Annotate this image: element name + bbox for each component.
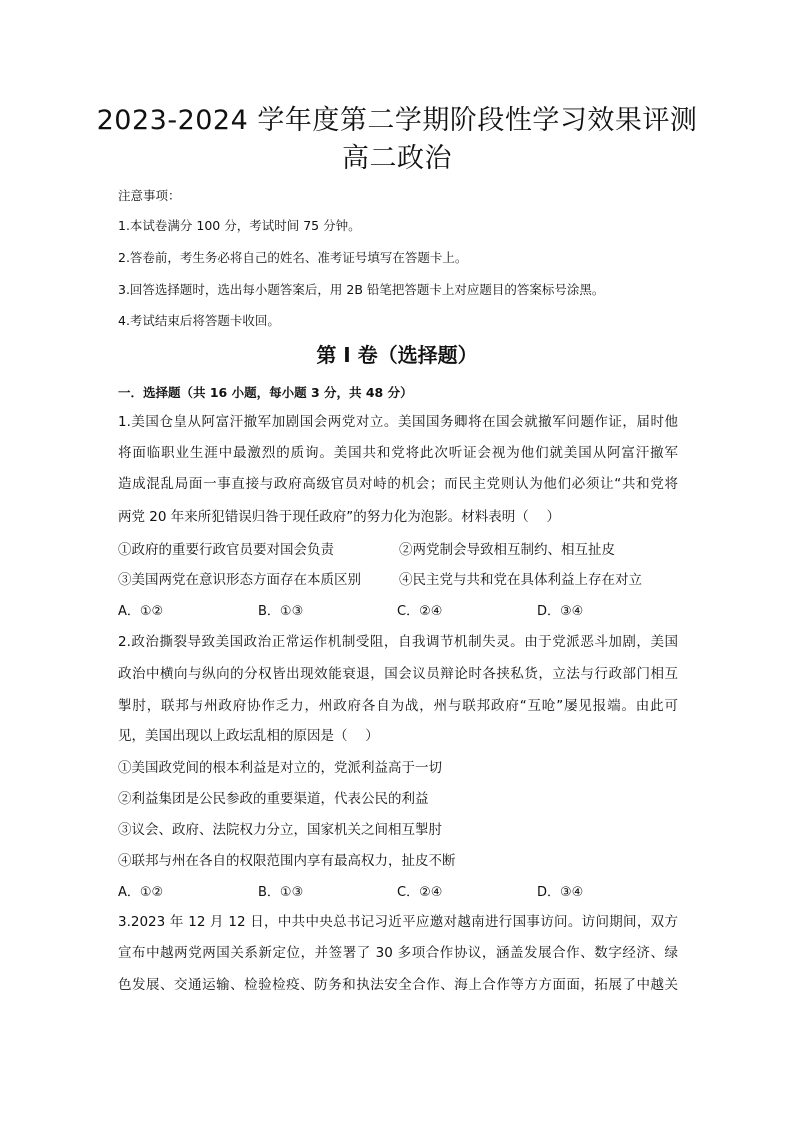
question-1-choice-a: A．①②	[118, 604, 164, 619]
question-2-choice-b: B．①③	[258, 885, 304, 900]
notes-label: 注意事项：	[118, 188, 181, 203]
section-heading: 一．选择题（共 16 小题，每小题 3 分，共 48 分）	[118, 385, 413, 400]
question-1-text: 造成混乱局面一事直接与政府高级官员对峙的机会；而民主党则认为他们必须让“共和党将	[118, 476, 678, 492]
question-1-text: 将面临职业生涯中最激烈的质询。美国共和党将此次听证会视为他们就美国从阿富汗撤军	[118, 445, 678, 461]
question-1-choice-d: D．③④	[537, 604, 584, 619]
question-2-choice-d: D．③④	[537, 885, 584, 900]
question-2-text: 政治中横向与纵向的分权皆出现效能衰退，国会议员辩论时各挟私货，立法与行政部门相互	[118, 666, 678, 682]
question-1-statement: ②两党制会导致相互制约、相互扯皮	[399, 542, 615, 558]
question-3-text: 宣布中越两党两国关系新定位，并签署了 30 多项合作协议，涵盖发展合作、数字经济、绿	[118, 945, 678, 961]
exam-subject: 高二政治	[342, 143, 452, 174]
question-1-statement: ③美国两党在意识形态方面存在本质区别	[118, 572, 361, 588]
exam-title: 2023-2024 学年度第二学期阶段性学习效果评测	[96, 105, 698, 136]
question-1-text: 两党 20 年来所犯错误归咎于现任政府”的努力化为泡影。材料表明（ ）	[118, 509, 561, 525]
note-item: 2.答卷前，考生务必将自己的姓名、准考证号填写在答题卡上。	[118, 250, 468, 265]
question-1-choice-b: B．①③	[258, 604, 304, 619]
question-2-statement: ③议会、政府、法院权力分立，国家机关之间相互掣肘	[118, 822, 442, 838]
question-2-statement: ②利益集团是公民参政的重要渠道，代表公民的利益	[118, 791, 429, 807]
question-2-text: 掣肘，联邦与州政府协作乏力，州政府各自为战，州与联邦政府“互呛”屡见报端。由此可	[118, 698, 678, 714]
question-2-choice-a: A．①②	[118, 885, 164, 900]
note-item: 4.考试结束后将答题卡收回。	[118, 313, 280, 328]
question-2-choice-c: C．②④	[397, 885, 443, 900]
note-item: 1.本试卷满分 100 分，考试时间 75 分钟。	[118, 218, 361, 233]
question-3-text: 3.2023 年 12 月 12 日，中共中央总书记习近平应邀对越南进行国事访问。访问期间，双方	[118, 914, 678, 930]
question-1-statement: ④民主党与共和党在具体利益上存在对立	[399, 572, 642, 588]
question-2-text: 2.政治撕裂导致美国政治正常运作机制受阻，自我调节机制失灵。由于党派恶斗加剧，美国	[118, 634, 678, 650]
question-2-statement: ④联邦与州在各自的权限范围内享有最高权力，扯皮不断	[118, 853, 456, 869]
question-2-statement: ①美国政党间的根本利益是对立的，党派利益高于一切	[118, 760, 442, 776]
question-1-text: 1.美国仓皇从阿富汗撤军加剧国会两党对立。美国国务卿将在国会就撤军问题作证，届时他	[118, 414, 678, 430]
note-item: 3.回答选择题时，选出每小题答案后，用 2B 铅笔把答题卡上对应题目的答案标号涂黑。	[118, 282, 605, 297]
question-2-text: 见，美国出现以上政坛乱相的原因是（ ）	[118, 728, 379, 744]
question-1-statement: ①政府的重要行政官员要对国会负责	[118, 542, 334, 558]
question-3-text: 色发展、交通运输、检验检疫、防务和执法安全合作、海上合作等方方面面，拓展了中越关	[118, 977, 678, 993]
question-1-choice-c: C．②④	[397, 604, 443, 619]
section-title: 第 I 卷（选择题）	[316, 343, 478, 367]
